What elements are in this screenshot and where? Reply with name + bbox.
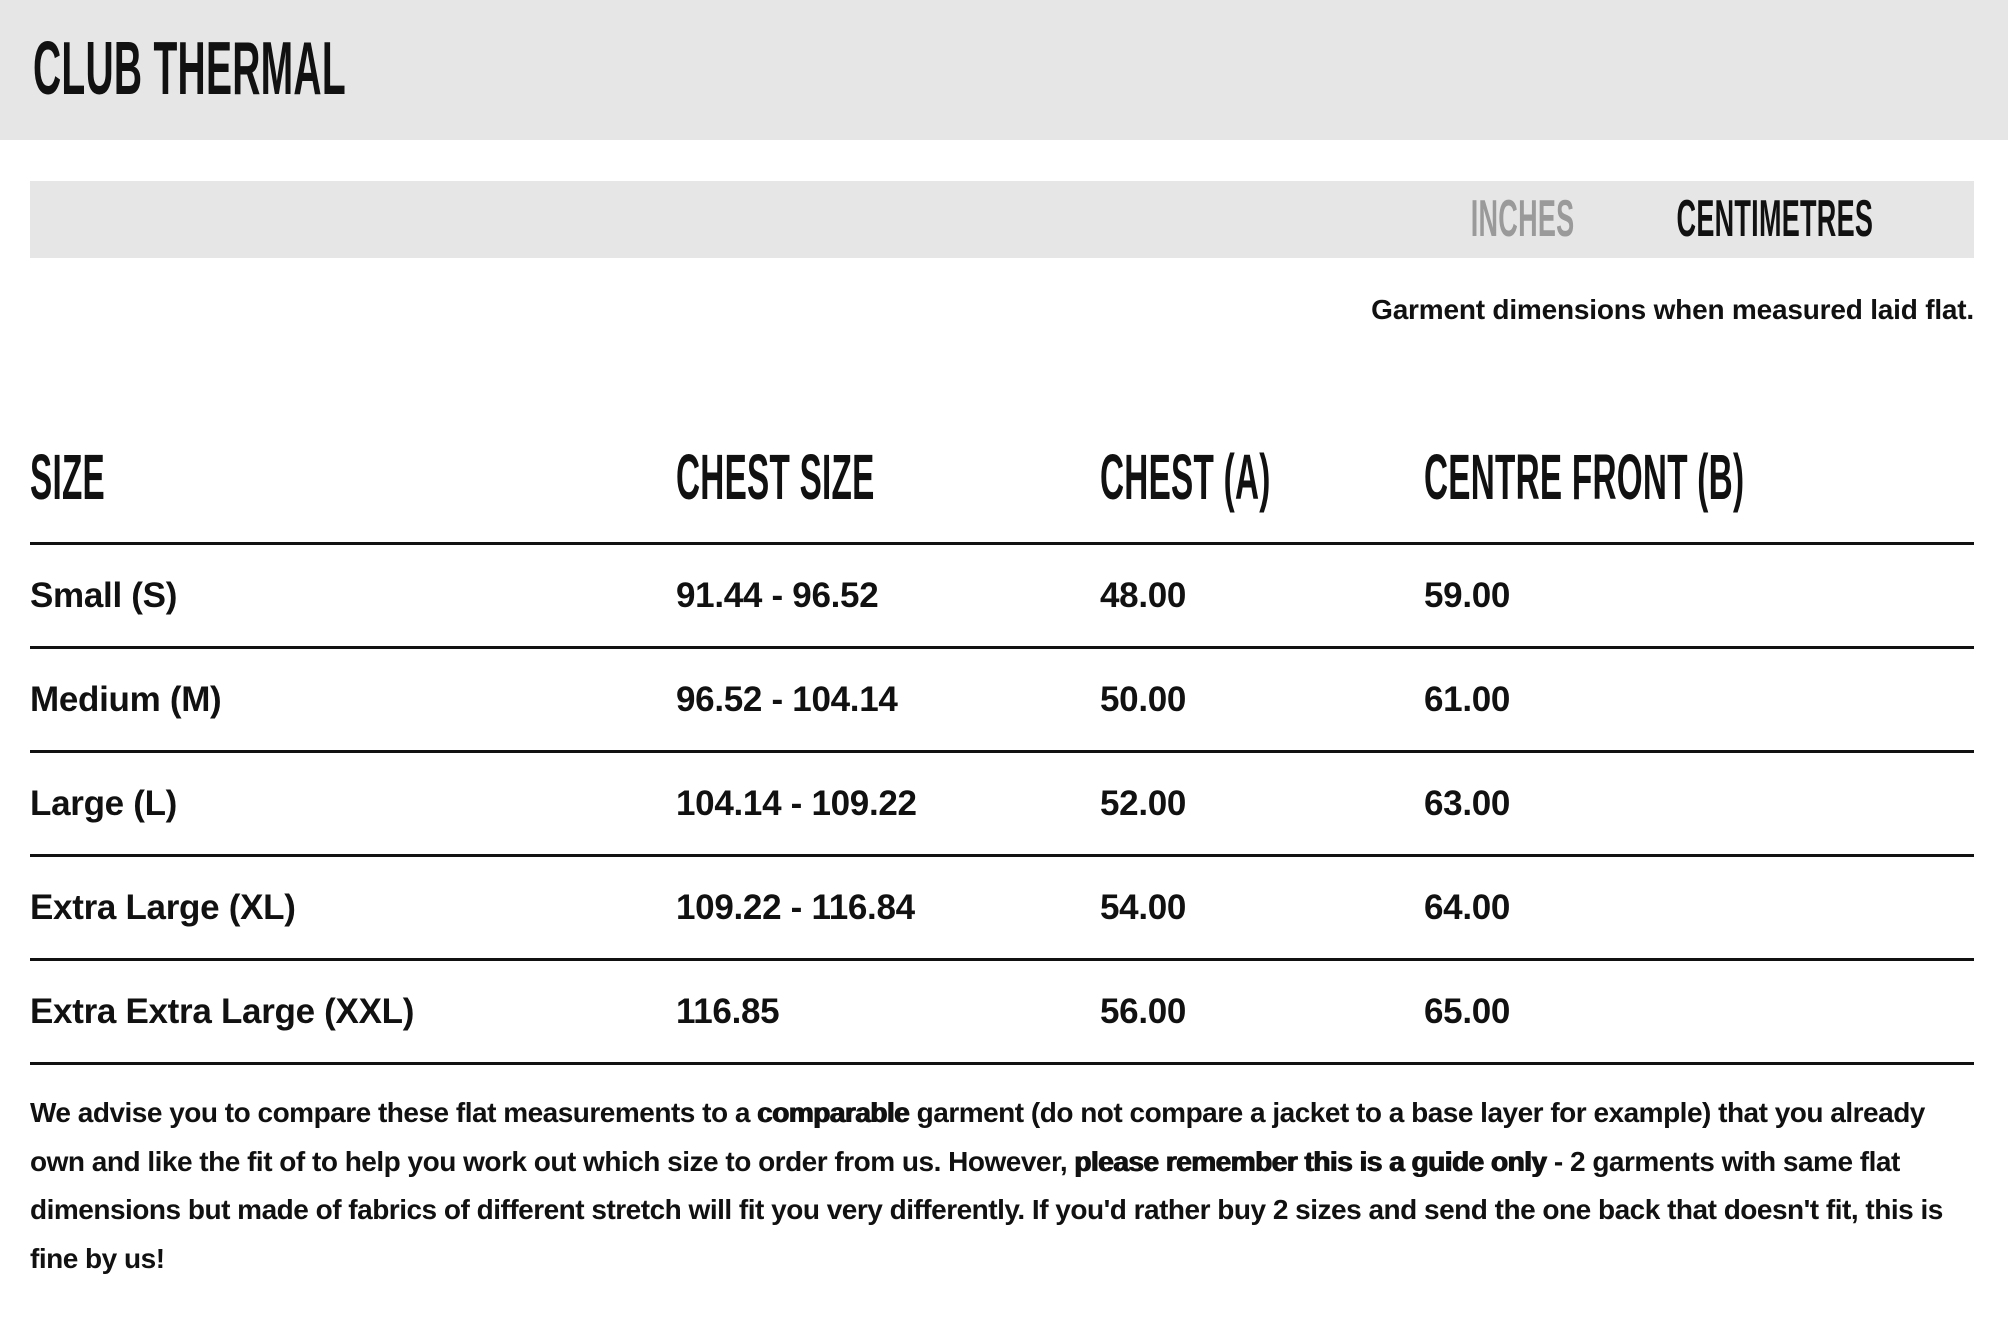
table-header-row — [30, 425, 1974, 545]
column-header-label: CENTRE FRONT (B) — [1424, 441, 1745, 513]
cell-chest-a: 56.00 — [1100, 991, 1187, 1031]
disclaimer-text: - 2 garments with same flat dimensions but made of fabrics of different stretch will fit you very differently. If you'd rather buy 2 sizes and send the one back that doesn't fit, this is fine by us! — [30, 1145, 1943, 1274]
column-header-chest-a — [1100, 425, 1424, 542]
size-guide-content — [30, 181, 1974, 1283]
cell-size: Extra Large (XL) — [30, 887, 296, 927]
table-row — [30, 649, 1974, 753]
unit-toggle — [30, 181, 1974, 258]
cell-chest-size: 96.52 - 104.14 — [676, 679, 898, 719]
unit-option-centimetres[interactable]: CENTIMETRES — [1676, 189, 1873, 248]
column-header-size — [30, 425, 676, 542]
title-band — [0, 0, 2008, 140]
cell-chest-a: 48.00 — [1100, 575, 1187, 615]
cell-size: Extra Extra Large (XXL) — [30, 991, 415, 1031]
column-header-label: CHEST SIZE — [676, 441, 875, 513]
size-table — [30, 425, 1974, 1065]
column-header-chest-size — [676, 425, 1100, 542]
disclaimer-bold-text: comparable — [757, 1097, 910, 1128]
measurement-note: Garment dimensions when measured laid flat. — [1371, 294, 1974, 325]
disclaimer-bold-text: please remember this is a guide only — [1074, 1145, 1547, 1177]
table-row — [30, 545, 1974, 649]
cell-centre-front-b: 65.00 — [1424, 991, 1511, 1031]
cell-chest-size: 91.44 - 96.52 — [676, 575, 879, 615]
cell-chest-a: 52.00 — [1100, 783, 1187, 823]
cell-centre-front-b: 63.00 — [1424, 783, 1511, 823]
page-title: CLUB THERMAL — [33, 25, 346, 110]
cell-chest-size: 104.14 - 109.22 — [676, 783, 917, 823]
cell-size: Small (S) — [30, 575, 178, 615]
cell-size: Large (L) — [30, 783, 178, 823]
size-guide-disclaimer — [30, 1089, 1974, 1283]
cell-centre-front-b: 64.00 — [1424, 887, 1511, 927]
column-header-centre-front-b — [1424, 425, 2008, 542]
cell-chest-size: 116.85 — [676, 991, 780, 1031]
table-row — [30, 753, 1974, 857]
cell-chest-size: 109.22 - 116.84 — [676, 887, 915, 927]
column-header-label: CHEST (A) — [1100, 441, 1271, 513]
cell-centre-front-b: 59.00 — [1424, 575, 1511, 615]
unit-option-inches[interactable]: INCHES — [1470, 189, 1574, 248]
cell-chest-a: 50.00 — [1100, 679, 1187, 719]
column-header-label: SIZE — [30, 441, 106, 513]
table-row — [30, 961, 1974, 1065]
cell-chest-a: 54.00 — [1100, 887, 1187, 927]
table-body — [30, 545, 1974, 1065]
disclaimer-text: garment (do not compare a jacket to a base layer for example) that you already own and like the fit of to help you work out which size to order from us. However, — [30, 1097, 1925, 1177]
disclaimer-text: We advise you to compare these flat measurements to a — [30, 1097, 758, 1128]
cell-centre-front-b: 61.00 — [1424, 679, 1511, 719]
table-row — [30, 857, 1974, 961]
cell-size: Medium (M) — [30, 679, 222, 719]
